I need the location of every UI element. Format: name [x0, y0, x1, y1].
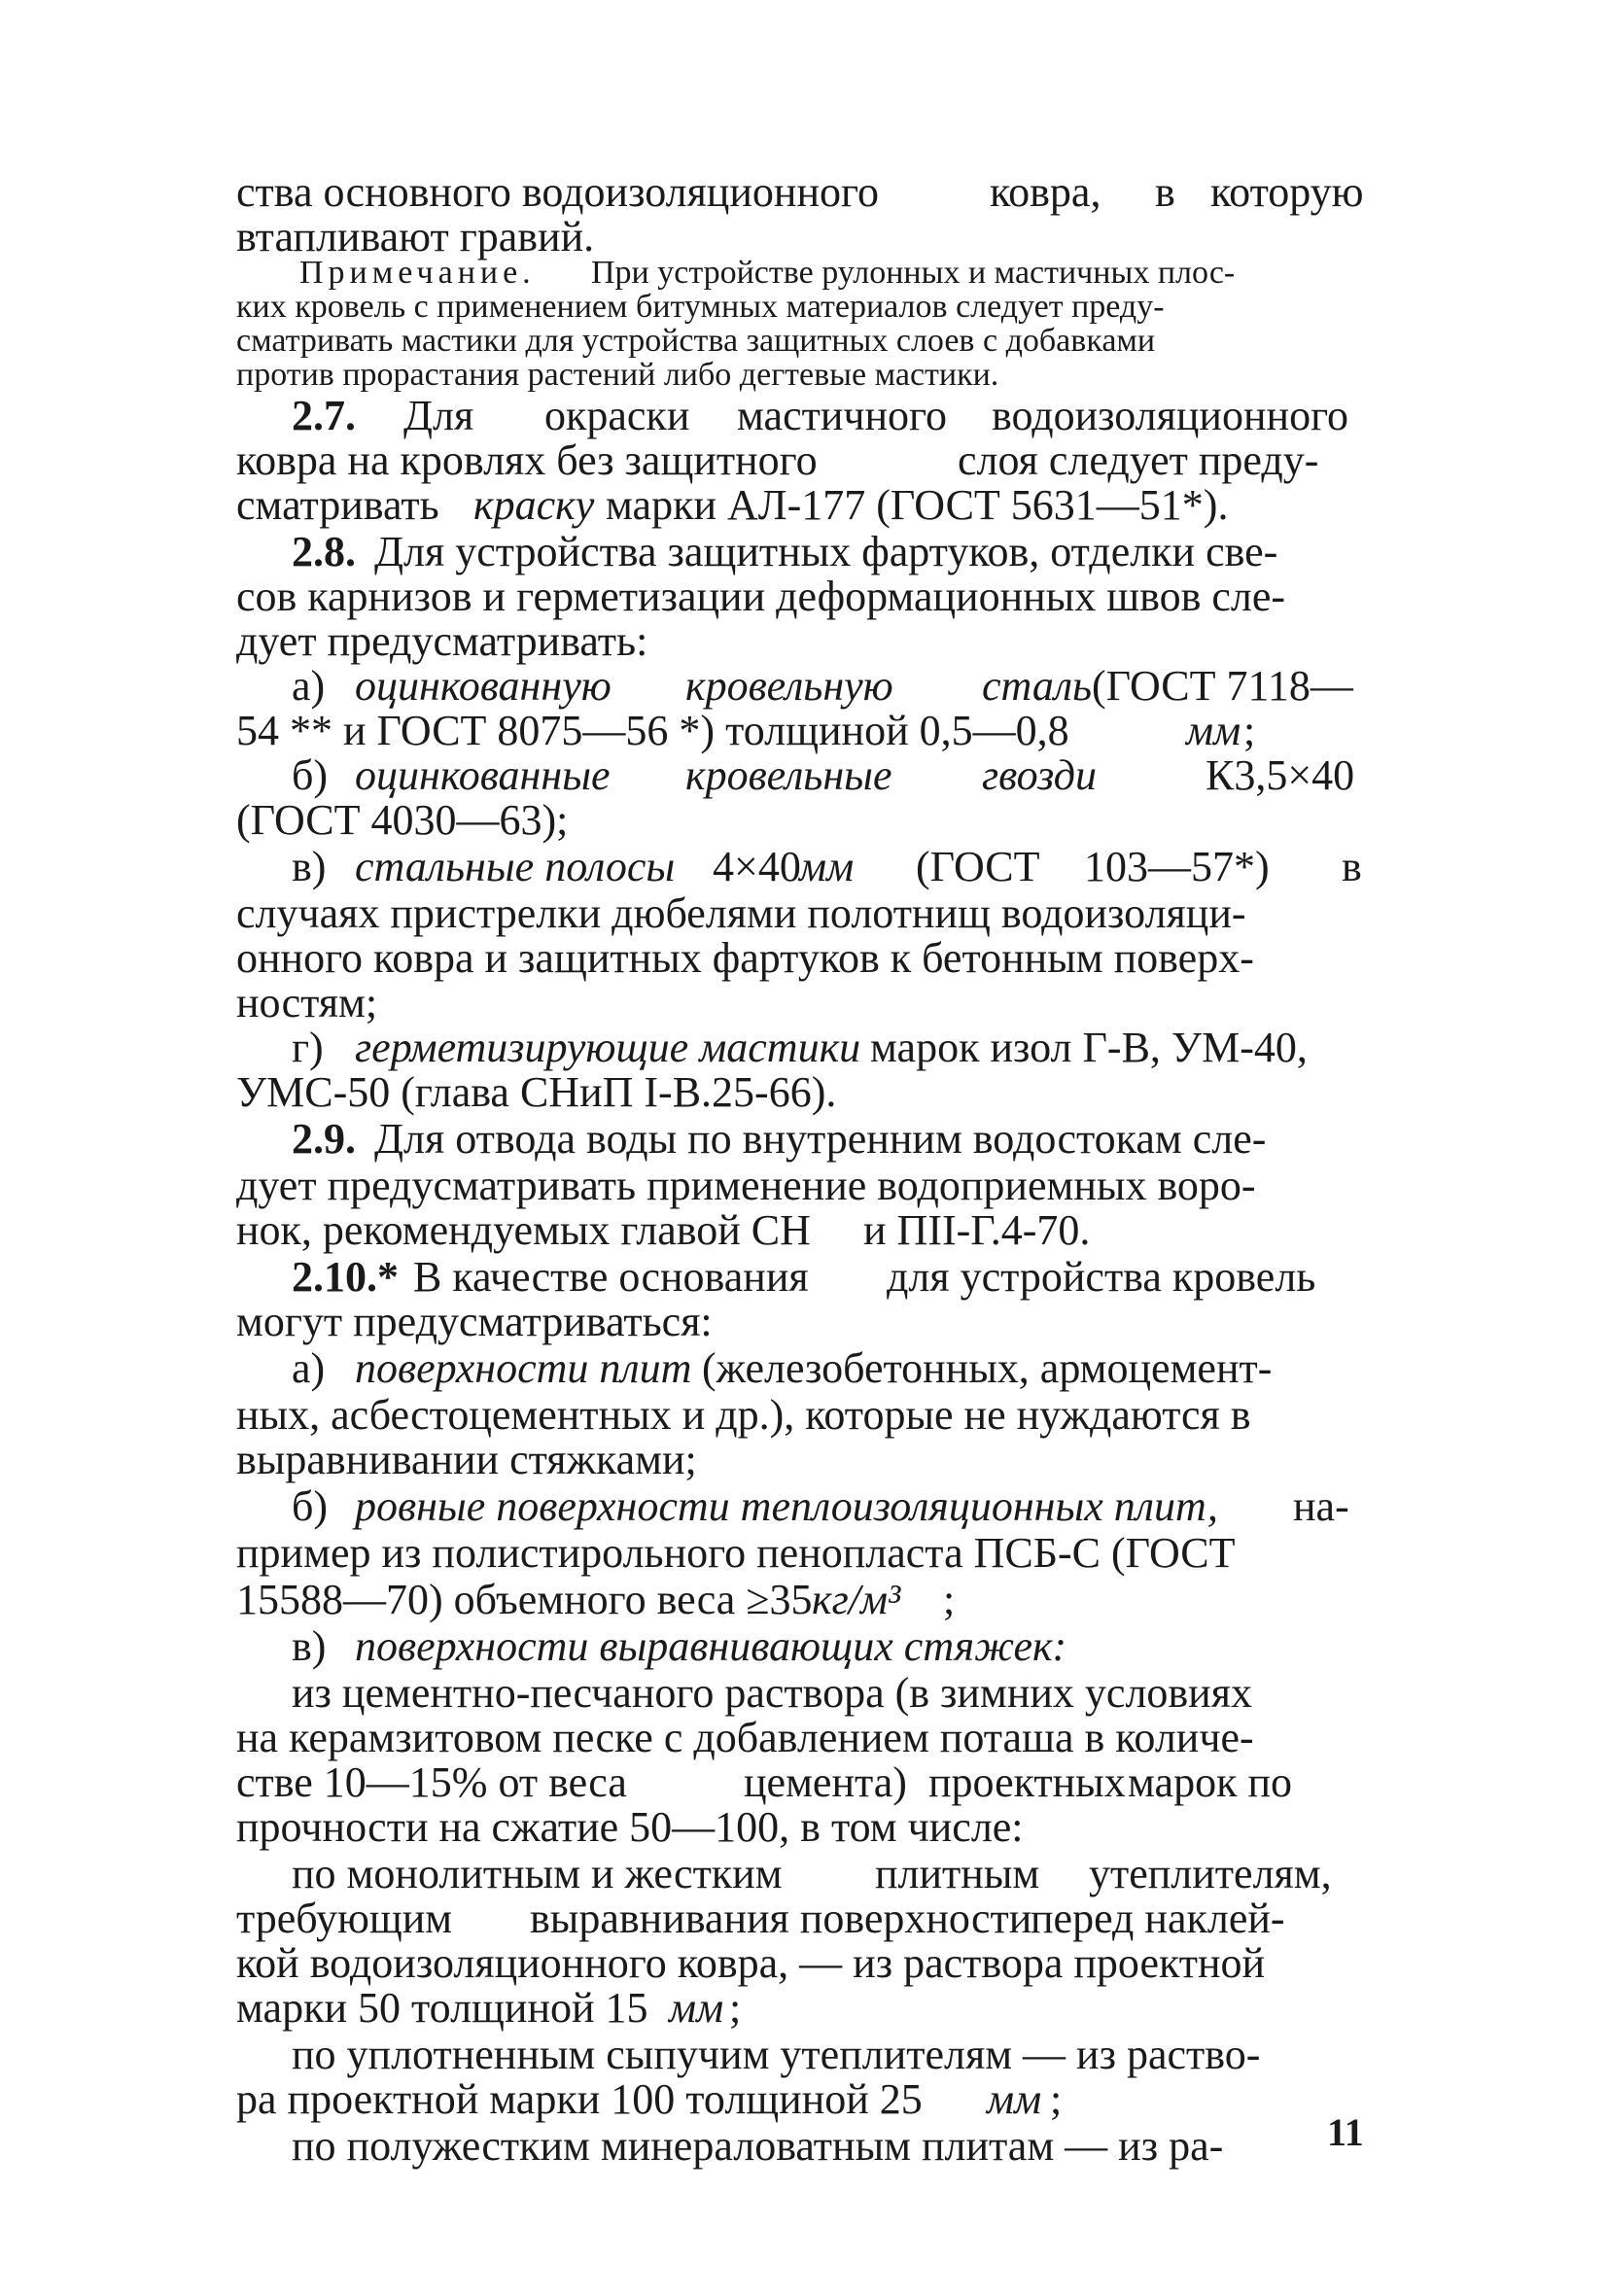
text-segment: утеплителям,	[1089, 1850, 1332, 1897]
emphasis-text: гвозди	[982, 751, 1097, 799]
text-line	[0, 1938, 1608, 1989]
emphasis-text: ровные поверхности теплоизоляционных плит,	[355, 1482, 1218, 1530]
emphasis-text: кровельные	[685, 751, 892, 799]
page-number: 11	[1327, 2110, 1364, 2154]
text-segment: УМС-50 (глава СНиП I-В.25-66).	[236, 1068, 837, 1116]
text-line	[0, 706, 1608, 756]
note-line	[0, 289, 1608, 326]
text-segment: в)	[292, 1622, 327, 1670]
text-segment: дует предусматривать:	[236, 617, 648, 665]
text-segment: сов карнизов и герметизации деформационных швов сле-	[236, 573, 1286, 620]
text-segment: по полужестким минераловатным плитам — из ра-	[292, 2122, 1224, 2170]
text-segment: цемента)	[744, 1758, 907, 1806]
text-segment: мастичного	[737, 392, 948, 439]
text-segment: марок изол Г-В, УМ-40,	[870, 1024, 1308, 1071]
text-segment: Для отвода воды по внутренним водостокам сле-	[374, 1115, 1267, 1163]
text-segment: в)	[292, 843, 327, 890]
emphasis-text: оцинкованные	[355, 751, 611, 799]
text-line	[0, 2030, 1608, 2080]
text-segment: (ГОСТ	[916, 843, 1040, 890]
text-segment: а)	[292, 1344, 326, 1392]
text-segment: могут предусматриваться:	[236, 1298, 713, 1345]
section-number: 2.8.	[292, 528, 356, 575]
text-segment: втапливают гравий.	[236, 213, 595, 261]
text-line	[0, 2074, 1608, 2125]
emphasis-text: мм	[669, 1984, 724, 2032]
text-segment: выравнивания поверхности	[530, 1895, 1032, 1942]
text-line	[0, 1297, 1608, 1347]
text-segment: ковра на кровлях без защитного	[236, 436, 818, 484]
text-line	[0, 1802, 1608, 1853]
text-line	[0, 661, 1608, 712]
text-segment: сматривать мастики для устройства защитных слоев с добавками	[236, 323, 1156, 359]
text-line	[0, 391, 1608, 441]
text-segment: Для	[403, 392, 474, 439]
text-segment: против прорастания растений либо дегтевые мастики.	[236, 357, 999, 393]
text-segment: При устройстве рулонных и мастичных плос-	[591, 255, 1236, 291]
text-segment: г)	[292, 1024, 324, 1071]
text-segment: ных, асбестоцементных и др.), которые не нуждаются в	[236, 1391, 1251, 1439]
text-segment: б)	[292, 1482, 329, 1530]
text-line	[0, 616, 1608, 667]
text-segment: дует предусматривать применение водоприемных воро-	[236, 1162, 1256, 1209]
text-segment: В качестве основания	[413, 1253, 809, 1301]
emphasis-text: краску	[473, 481, 595, 529]
text-segment: стве 10—15% от веса	[236, 1758, 627, 1806]
text-line	[0, 2121, 1608, 2172]
emphasis-text: мм	[1186, 707, 1241, 754]
text-segment: пример из полистирольного пенопласта ПСБ-С (ГОСТ	[236, 1529, 1236, 1577]
text-segment: 103—57*)	[1084, 843, 1270, 890]
text-segment: по уплотненным сыпучим утеплителям — из раство-	[292, 2031, 1261, 2078]
note-line	[0, 323, 1608, 360]
text-line	[0, 1252, 1608, 1303]
text-line	[0, 750, 1608, 801]
emphasis-text: мм	[987, 2075, 1042, 2123]
text-segment: выравнивании стяжками;	[236, 1436, 697, 1483]
text-line	[0, 572, 1608, 622]
text-segment: (ГОСТ 4030—63);	[236, 796, 569, 844]
text-line	[0, 1668, 1608, 1719]
text-line	[0, 1528, 1608, 1579]
text-line	[0, 1757, 1608, 1808]
text-line	[0, 1713, 1608, 1763]
text-segment: по монолитным и жестким	[292, 1850, 783, 1897]
section-number: 2.10.*	[292, 1253, 399, 1301]
text-segment: Для устройства защитных фартуков, отделки све-	[374, 528, 1278, 575]
text-segment: которую	[1210, 168, 1364, 216]
text-segment: плитным	[875, 1850, 1040, 1897]
emphasis-text: кг/м³	[812, 1576, 901, 1623]
text-segment: онного ковра и защитных фартуков к бетонным поверх-	[236, 934, 1254, 982]
text-segment: (железобетонных, армоцемент-	[702, 1344, 1273, 1392]
text-segment: марки 50 толщиной 15	[236, 1984, 648, 2032]
text-segment: в	[1342, 843, 1362, 890]
text-segment: ;	[1243, 707, 1256, 754]
text-segment: ковра,	[990, 168, 1101, 216]
text-segment: на-	[1293, 1482, 1349, 1530]
text-segment: ра проектной марки 100 толщиной 25	[236, 2075, 923, 2123]
text-line	[0, 933, 1608, 984]
text-line	[0, 167, 1608, 218]
text-segment: слоя следует преду-	[958, 436, 1319, 484]
text-segment: 54 ** и ГОСТ 8075—56 *) толщиной 0,5—0,8	[236, 707, 1069, 754]
emphasis-text: стальные полосы	[355, 843, 676, 890]
note-line	[0, 357, 1608, 394]
text-segment: нок, рекомендуемых главой СН	[236, 1206, 811, 1254]
text-line	[0, 1621, 1608, 1672]
text-segment: ;	[943, 1576, 956, 1623]
text-line	[0, 1481, 1608, 1532]
text-segment: ких кровель с применением битумных материалов следует преду-	[236, 289, 1165, 325]
note-line	[0, 255, 1608, 292]
emphasis-text: сталь	[982, 662, 1093, 710]
section-number: 2.7.	[292, 392, 356, 439]
text-line	[0, 795, 1608, 846]
text-segment: Примечание.	[299, 255, 536, 291]
emphasis-text: оцинкованную	[355, 662, 612, 710]
text-line	[0, 1114, 1608, 1165]
text-line	[0, 1983, 1608, 2034]
text-segment: ;	[1050, 2075, 1063, 2123]
text-line	[0, 435, 1608, 486]
emphasis-text: герметизирующие мастики	[355, 1024, 861, 1071]
text-line	[0, 1849, 1608, 1899]
section-number: 2.9.	[292, 1115, 356, 1163]
text-segment: водоизоляционного	[992, 392, 1349, 439]
text-line	[0, 480, 1608, 531]
text-segment: сматривать	[236, 481, 439, 529]
text-line	[0, 1023, 1608, 1073]
text-segment: (ГОСТ 7118—	[1092, 662, 1353, 710]
text-segment: перед наклей-	[1031, 1895, 1285, 1942]
text-line	[0, 1067, 1608, 1118]
text-segment: на керамзитовом песке с добавлением поташа в количе-	[236, 1714, 1254, 1761]
text-line	[0, 1894, 1608, 1944]
text-segment: окраски	[544, 392, 690, 439]
emphasis-text: мм	[799, 843, 855, 890]
text-segment: ностям;	[236, 979, 378, 1026]
text-line	[0, 1343, 1608, 1394]
text-line	[0, 1575, 1608, 1625]
text-segment: в	[1155, 168, 1175, 216]
emphasis-text: поверхности выравнивающих стяжек:	[355, 1622, 1067, 1670]
text-segment: и ПII-Г.4-70.	[863, 1206, 1091, 1254]
text-segment: кой водоизоляционного ковра, — из раствора проектной	[236, 1939, 1266, 1987]
text-segment: б)	[292, 751, 329, 799]
text-line	[0, 527, 1608, 577]
text-segment: марки АЛ-177 (ГОСТ 5631—51*).	[606, 481, 1229, 529]
text-segment: для устройства кровель	[887, 1253, 1316, 1301]
text-segment: ства основного водоизоляционного	[236, 168, 879, 216]
text-line	[0, 1161, 1608, 1211]
text-line	[0, 1435, 1608, 1485]
text-segment: а)	[292, 662, 326, 710]
text-segment: 15588—70) объемного веса ≥35	[236, 1576, 813, 1623]
text-segment: случаях пристрелки дюбелями полотнищ водоизоляци-	[236, 889, 1246, 937]
text-segment: из цементно-песчаного раствора (в зимних условиях	[292, 1669, 1252, 1717]
text-segment: 4×40	[713, 843, 801, 890]
text-segment: прочности на сжатие 50—100, в том числе:	[236, 1803, 1024, 1851]
text-segment: требующим	[236, 1895, 453, 1942]
emphasis-text: поверхности плит	[355, 1344, 692, 1392]
emphasis-text: кровельную	[685, 662, 893, 710]
text-line	[0, 888, 1608, 939]
text-line	[0, 1205, 1608, 1256]
text-segment: проектных	[928, 1758, 1126, 1806]
text-segment: К3,5×40	[1206, 751, 1355, 799]
text-segment: марок по	[1128, 1758, 1292, 1806]
text-line	[0, 978, 1608, 1028]
text-line	[0, 842, 1608, 892]
text-segment: ;	[729, 1984, 742, 2032]
text-line	[0, 1390, 1608, 1441]
